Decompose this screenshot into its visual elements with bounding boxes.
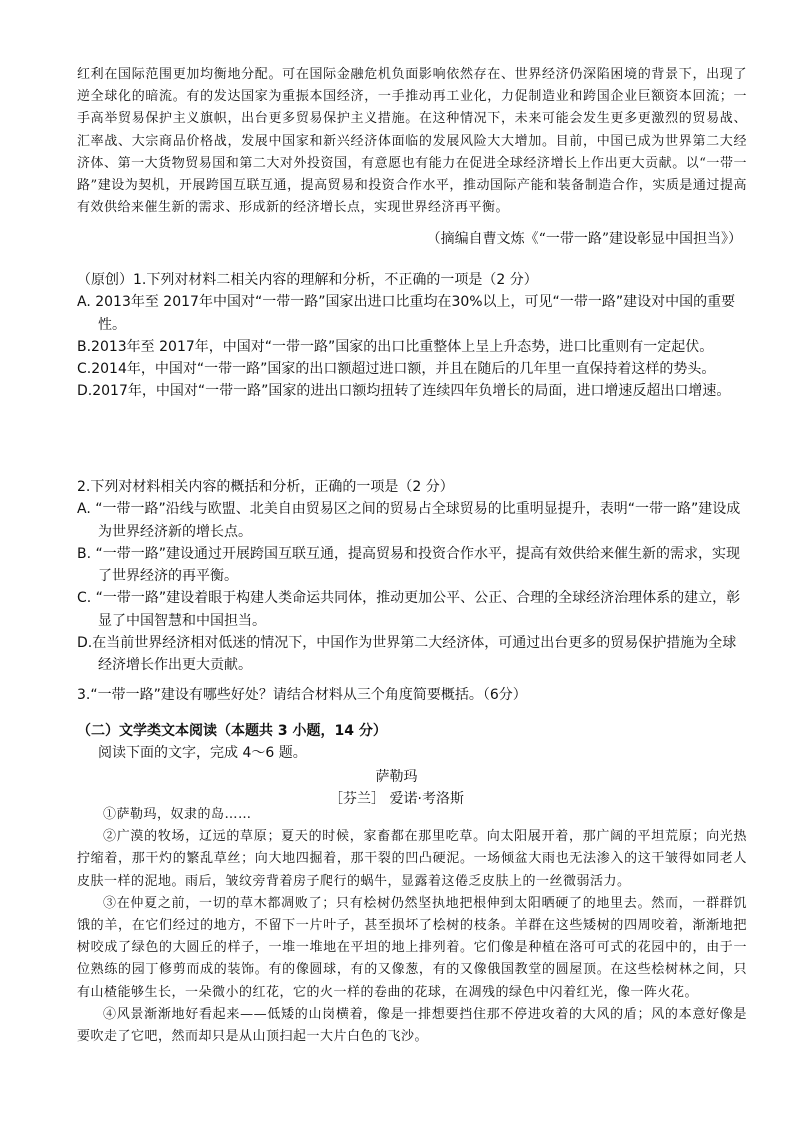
question-1	[77, 269, 747, 403]
story-author: ［芬兰］ 爱诺·考洛斯	[329, 791, 464, 807]
question-2-option-d: D.在当前世界经济相对低迷的情况下，中国作为世界第二大经济体，可通过出台更多的贸易保护措施为全球经济增长作出更大贡献。	[77, 635, 737, 674]
question-2-option-a: A. “一带一路”沿线与欧盟、北美自由贸易区之间的贸易占全球贸易的比重明显提升，表明“一带一路”建设成为世界经济新的增长点。	[77, 501, 741, 540]
question-1-option-c: C.2014年，中国对“一带一路”国家的出口额超过进口额，并且在随后的几年里一直保持着这样的势头。	[77, 361, 716, 378]
passage-1-paragraph: 红利在国际范围更加均衡地分配。可在国际金融危机负面影响依然存在、世界经济仍深陷困境的背景下，出现了逆全球化的暗流。有的发达国家为重振本国经济，一手推动再工业化，力促制造业和跨国企业巨额资本回流；一手高举贸易保护主义旗帜，出台更多贸易保护主义措施。在这种情况下，未来可能会发生更多更激烈的贸易战、汇率战、大宗商品价格战，发展中国家和新兴经济体面临的发展风险大大增加。目前，中国已成为世界第二大经济体、第一大货物贸易国和第二大对外投资国，有意愿也有能力在促进全球经济增长上作出更大贡献。以“一带一路”建设为契机，开展跨国互联互通，提高贸易和投资合作水平，推动国际产能和装备制造合作，实质是通过提高有效供给来催生新的需求、形成新的经济增长点，实现世界经济再平衡。	[77, 67, 747, 216]
question-2-option-c: C. “一带一路”建设着眼于构建人类命运共同体，推动更加公平、公正、合理的全球经济治理体系的建立，彰显了中国智慧和中国担当。	[77, 590, 741, 629]
question-2	[77, 476, 747, 677]
section-instruction: 阅读下面的文字，完成 4～6 题。	[98, 745, 307, 761]
question-1-stem: （原创）1.下列对材料二相关内容的理解和分析，不正确的一项是（2 分）	[77, 272, 538, 288]
question-2-option-b: B. “一带一路”建设通过开展跨国互联互通，提高贸易和投资合作水平，提高有效供给来催生新的需求，实现了世界经济的再平衡。	[77, 545, 741, 585]
reading-passage-2	[77, 804, 747, 1048]
passage-1-citation: （摘编自曹文炼《“一带一路”建设彰显中国担当》）	[426, 231, 742, 247]
passage-2-paragraph: ①萨勒玛，奴隶的岛……	[103, 807, 252, 822]
question-3	[77, 684, 747, 706]
section-heading: （二）文学类文本阅读（本题共 3 小题，14 分）	[77, 723, 387, 739]
story-title: 萨勒玛	[375, 769, 418, 785]
passage-2-paragraph: ④风景渐渐地好看起来——低矮的山岗横着，像是一排想要挡住那不停进攻着的大风的盾；风的本意好像是要吹走了它吧，然而却只是从山顶扫起一大片白色的飞沙。	[77, 1006, 747, 1045]
question-1-option-d: D.2017年，中国对“一带一路”国家的进出口额均扭转了连续四年负增长的局面，进口增速反超出口增速。	[77, 383, 731, 400]
passage-2-paragraph: ②广漠的牧场，辽远的草原；夏天的时候，家畜都在那里吃草。向太阳展开着，那广阔的平坦荒原；向光热拧缩着，那干灼的繁乱草丝；向大地四掘着，那干裂的凹凸硬泥。一场倾盆大雨也无法渗入的这干皱得如同老人皮肤一样的泥地。雨后，皱纹旁背着房子爬行的蜗牛，显露着这倦乏皮肤上的一丝微弱活力。	[77, 829, 747, 889]
question-2-stem: 2.下列对材料相关内容的概括和分析，正确的一项是（2 分）	[77, 479, 454, 495]
reading-passage-1	[77, 64, 747, 219]
question-1-option-b: B.2013年至 2017年，中国对“一带一路”国家的出口比重整体上呈上升态势，进口比重则有一定起伏。	[77, 338, 714, 355]
question-1-option-a: A. 2013年至 2017年中国对“一带一路”国家出进口比重均在30%以上，可见“一带一路”建设对中国的重要性。	[77, 294, 736, 333]
passage-2-paragraph: ③在仲夏之前，一切的草木都凋败了；只有桧树仍然坚执地把根伸到太阳晒硬了的地里去。然而，一群群饥饿的羊，在它们经过的地方，不留下一片叶子，甚至损坏了桧树的枝条。羊群在这些矮树的四周咬着，渐渐地把树咬成了绿色的大圆丘的样子，一堆一堆地在平坦的地上排列着。它们像是种植在洛可可式的花园中的，由于一位熟练的园丁修剪而成的装饰。有的像圆球，有的又像葱，有的又像俄国教堂的圆屋顶。在这些桧树林之间，只有山楂能够生长，一朵微小的红花，它的火一样的卷曲的花球，在凋残的绿色中闪着红光，像一阵火花。	[77, 895, 747, 1000]
question-3-stem: 3.“一带一路”建设有哪些好处？请结合材料从三个角度简要概括。（6分）	[77, 687, 527, 703]
